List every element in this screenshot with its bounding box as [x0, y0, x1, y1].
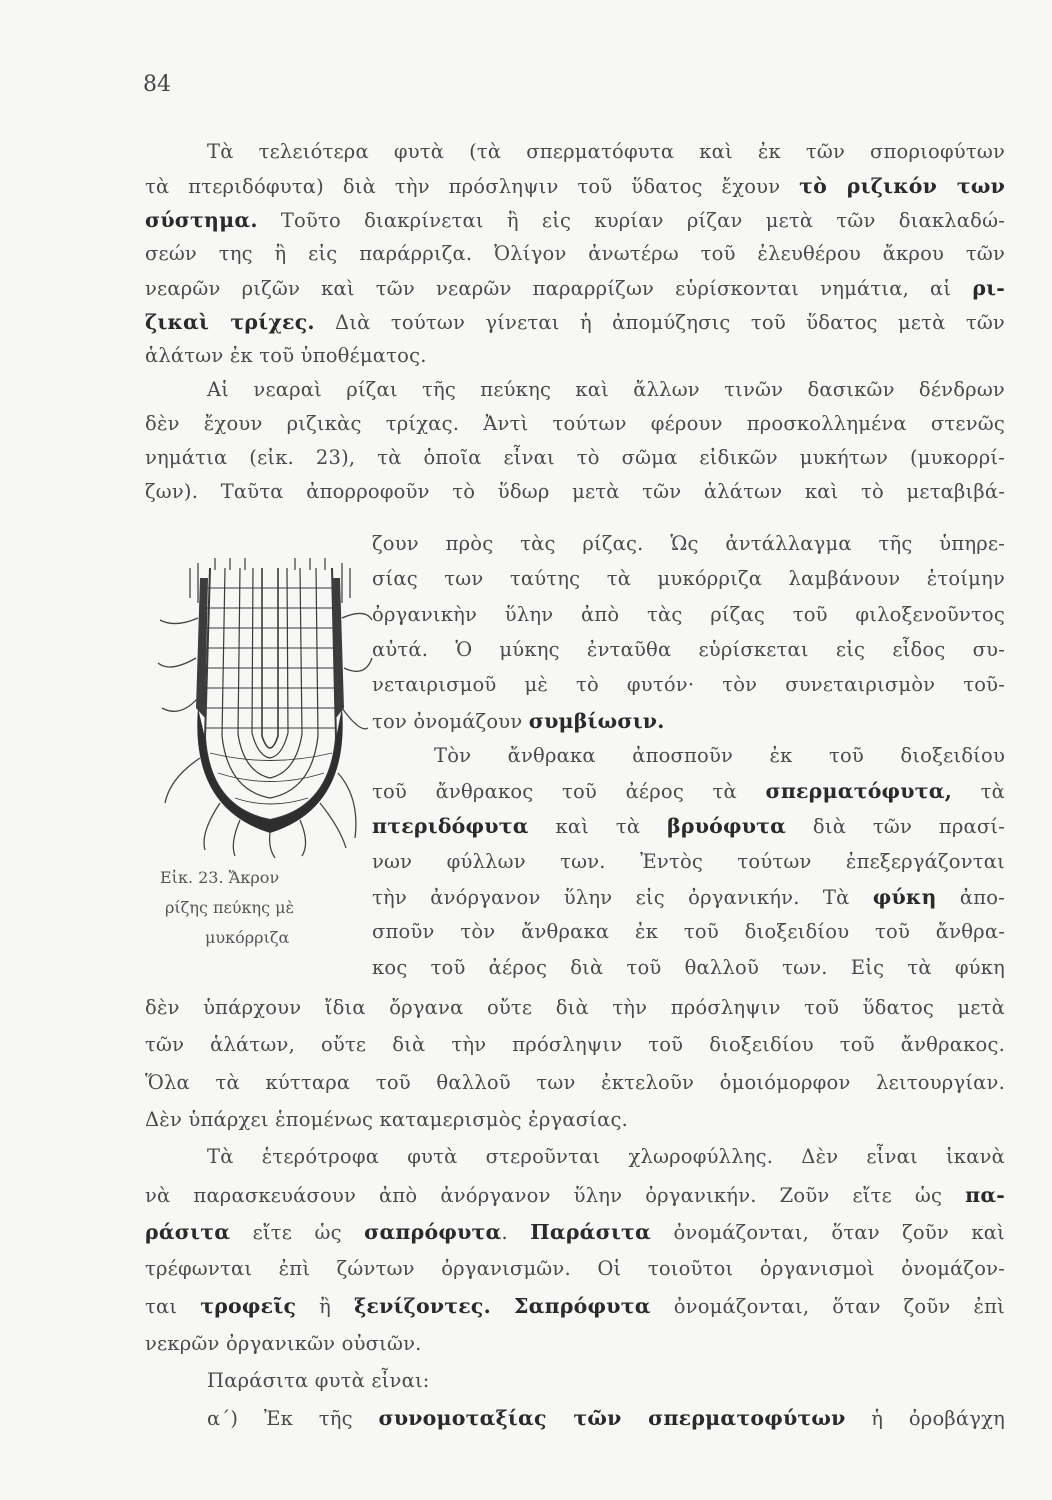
bold-term: Παράσιτα: [530, 1219, 652, 1244]
text-run: νεκρῶν ὀργανικῶν οὐσιῶν.: [145, 1331, 422, 1355]
text-run: νεταιρισμοῦ μὲ τὸ φυτόν· τὸν συνεταιρισμὸν τοῦ-: [372, 673, 1005, 697]
text-line: [372, 781, 1005, 802]
text-line: [145, 448, 1005, 468]
page-number: 84: [143, 72, 171, 97]
text-run: δὲν ὑπάρχουν ἴδια ὄργανα οὔτε διὰ τὴν πρόσληψιν τοῦ ὕδατος μετὰ: [145, 996, 1005, 1019]
figure-caption-line-3: μυκόρριζα: [205, 928, 290, 947]
figure-pine-root-tip: [150, 558, 375, 858]
text-run: σίας των ταύτης τὰ μυκόρριζα λαμβάνουν ἑτοίμην: [372, 567, 1005, 591]
text-run: αὐτά. Ὁ μύκης ἐνταῦθα εὑρίσκεται εἰς εἶδος συ-: [372, 637, 1005, 661]
bold-term: Σαπρόφυτα: [513, 1294, 651, 1319]
bold-term: σαπρόφυτα: [364, 1219, 502, 1244]
text-line: [145, 1147, 1005, 1167]
text-run: Τὰ ἑτερότροφα φυτὰ στεροῦνται χλωροφύλλης. Δὲν εἶναι ἱκανὰ: [207, 1145, 1005, 1169]
text-line: [372, 602, 1005, 626]
text-line: [145, 244, 1005, 264]
text-run: ἡ ὀροβάγχη: [845, 1407, 1005, 1431]
text-run: τὴν ἀνόργανον ὕλην εἰς ὀργανικήν. Τὰ: [372, 886, 873, 909]
text-run: Τὰ τελειότερα φυτὰ (τὰ σπερματόφυτα καὶ ἐκ τῶν σποριοφύτων: [207, 140, 1005, 163]
bold-term: πτεριδόφυτα: [372, 814, 529, 839]
text-line: [145, 414, 1005, 434]
text-run: ζων). Ταῦτα ἀπορροφοῦν τὸ ὕδωρ μετὰ τῶν ἁλάτων καὶ τὸ μεταβιβά-: [145, 480, 1005, 503]
text-line: [145, 1070, 1005, 1094]
text-run: ἢ: [296, 1295, 355, 1319]
text-line: [145, 1296, 1005, 1317]
text-line: [372, 955, 1005, 979]
bold-term: βρυόφυτα: [667, 814, 787, 839]
text-run: Δὲν ὑπάρχει ἑπομένως καταμερισμὸς ἐργασίας.: [145, 1107, 628, 1131]
text-run: α΄) Ἐκ τῆς: [207, 1407, 379, 1431]
bold-term: ζικαὶ τρίχες.: [145, 310, 315, 334]
text-run: σεών της ἢ εἰς παράρριζα. Ὀλίγον ἀνωτέρω τοῦ ἐλευθέρου ἄκρου τῶν: [145, 242, 1005, 265]
text-run: ὀργανικὴν ὕλην ἀπὸ τὰς ρίζας τοῦ φιλοξενοῦντος: [372, 602, 1005, 626]
text-line: [145, 176, 1005, 197]
text-line: [145, 346, 1005, 366]
text-run: Τὸν ἄνθρακα ἀποσποῦν ἐκ τοῦ διοξειδίου: [434, 743, 1005, 767]
text-line: [145, 1035, 1005, 1055]
text-run: τον ὀνομάζουν: [372, 709, 529, 733]
bold-term: ράσιτα: [145, 1219, 231, 1244]
text-run: .: [501, 1220, 531, 1244]
bold-term: ρι-: [972, 276, 1005, 300]
text-run: νημάτια (εἰκ. 23), τὰ ὁποῖα εἶναι τὸ σῶμα εἰδικῶν μυκήτων (μυκορρί-: [145, 446, 1005, 469]
bold-term: συνομοταξίας τῶν σπερματοφύτων: [378, 1406, 846, 1431]
text-run: τρέφωνται ἐπὶ ζώντων ὀργανισμῶν. Οἱ τοιοῦτοι ὀργανισμοὶ ὀνομάζον-: [145, 1257, 1005, 1281]
text-run: ὀνομάζονται, ὅταν ζοῦν ἐπὶ: [650, 1295, 1005, 1319]
text-line: [372, 922, 1005, 942]
text-line: [372, 816, 1005, 837]
bold-term: ξενίζοντες.: [354, 1294, 491, 1319]
text-line: [145, 1331, 1005, 1355]
text-run: Διὰ τούτων γίνεται ἡ ἀπομύζησις τοῦ ὕδατος μετὰ τῶν: [314, 311, 1005, 334]
bold-term: φύκη: [872, 885, 937, 909]
text-run: δὲν ἔχουν ριζικὰς τρίχας. Ἀντὶ τούτων φέρουν προσκολλημένα στενῶς: [145, 412, 1005, 435]
text-run: καὶ τὰ: [528, 815, 668, 839]
bold-term: τροφεῖς: [200, 1294, 297, 1319]
text-line: [145, 1259, 1005, 1279]
bold-term: πα-: [965, 1182, 1005, 1207]
text-run: τοῦ ἄνθρακος τοῦ ἀέρος τὰ: [372, 780, 766, 804]
text-line: [145, 1219, 1005, 1244]
text-line: [145, 380, 1005, 400]
text-run: σποῦν τὸν ἄνθρακα ἐκ τοῦ διοξειδίου τοῦ ἄνθρα-: [372, 920, 1005, 944]
bold-term: συμβίωσιν.: [528, 708, 665, 733]
text-run: τὰ: [952, 780, 1005, 804]
text-line: [145, 482, 1005, 502]
text-line: [372, 675, 1005, 695]
text-line: [372, 849, 1005, 873]
text-line: [145, 142, 1005, 162]
text-run: Ὅλα τὰ κύτταρα τοῦ θαλλοῦ των ἐκτελοῦν ὁμοιόμορφον λειτουργίαν.: [145, 1070, 1005, 1094]
text-line: [145, 1182, 1005, 1207]
text-line: [372, 887, 1005, 908]
text-run: ἁλάτων ἐκ τοῦ ὑποθέματος.: [145, 344, 427, 367]
text-line: [372, 569, 1005, 589]
text-line: [372, 708, 1005, 733]
text-line: [145, 210, 1005, 231]
text-run: νεαρῶν ριζῶν καὶ τῶν νεαρῶν παραρρίζων εὑρίσκονται νημάτια, αἱ: [145, 277, 973, 300]
text-run: ζουν πρὸς τὰς ρίζας. Ὡς ἀντάλλαγμα τῆς ὑπηρε-: [372, 532, 1005, 555]
text-line: [145, 998, 1005, 1018]
text-run: [491, 1295, 514, 1318]
text-run: τῶν ἁλάτων, οὔτε διὰ τὴν πρόσληψιν τοῦ διοξειδίου τοῦ ἄνθρακος.: [145, 1033, 1005, 1057]
figure-caption-line-1: Εἰκ. 23. Ἄκρον: [160, 868, 280, 887]
text-run: τὰ πτεριδόφυτα) διὰ τὴν πρόσληψιν τοῦ ὕδατος ἔχουν: [145, 175, 800, 198]
root-tip-illustration: [150, 558, 375, 858]
text-run: διὰ τῶν πρασί-: [786, 815, 1006, 839]
text-run: νων φύλλων των. Ἐντὸς τούτων ἐπεξεργάζονται: [372, 849, 1005, 873]
text-run: Αἱ νεαραὶ ρίζαι τῆς πεύκης καὶ ἄλλων τινῶν δασικῶν δένδρων: [207, 378, 1005, 401]
text-line: [372, 637, 1005, 661]
text-run: ὀνομάζονται, ὅταν ζοῦν καὶ: [651, 1220, 1005, 1244]
text-line: [145, 312, 1005, 333]
text-run: ἀπο-: [936, 886, 1005, 909]
bold-term: σύστημα.: [145, 208, 258, 232]
text-run: Παράσιτα φυτὰ εἶναι:: [207, 1369, 430, 1392]
text-run: νὰ παρασκευάσουν ἀπὸ ἀνόργανον ὕλην ὀργανικήν. Ζοῦν εἴτε ὡς: [145, 1183, 966, 1207]
text-line: [145, 1371, 1005, 1391]
text-line: [372, 743, 1005, 767]
figure-caption-line-2: ρίζης πεύκης μὲ: [165, 898, 295, 917]
text-run: εἴτε ὡς: [230, 1220, 365, 1244]
text-line: [372, 534, 1005, 554]
bold-term: τὸ ριζικόν των: [799, 174, 1005, 198]
text-run: ται: [145, 1295, 201, 1319]
text-line: [145, 278, 1005, 299]
text-line: [145, 1107, 1005, 1131]
text-run: κος τοῦ ἀέρος διὰ τοῦ θαλλοῦ των. Εἰς τὰ φύκη: [372, 955, 1005, 979]
text-run: Τοῦτο διακρίνεται ἢ εἰς κυρίαν ρίζαν μετὰ τῶν διακλαδώ-: [257, 209, 1005, 232]
text-line: [145, 1408, 1005, 1429]
bold-term: σπερματόφυτα,: [765, 779, 953, 804]
